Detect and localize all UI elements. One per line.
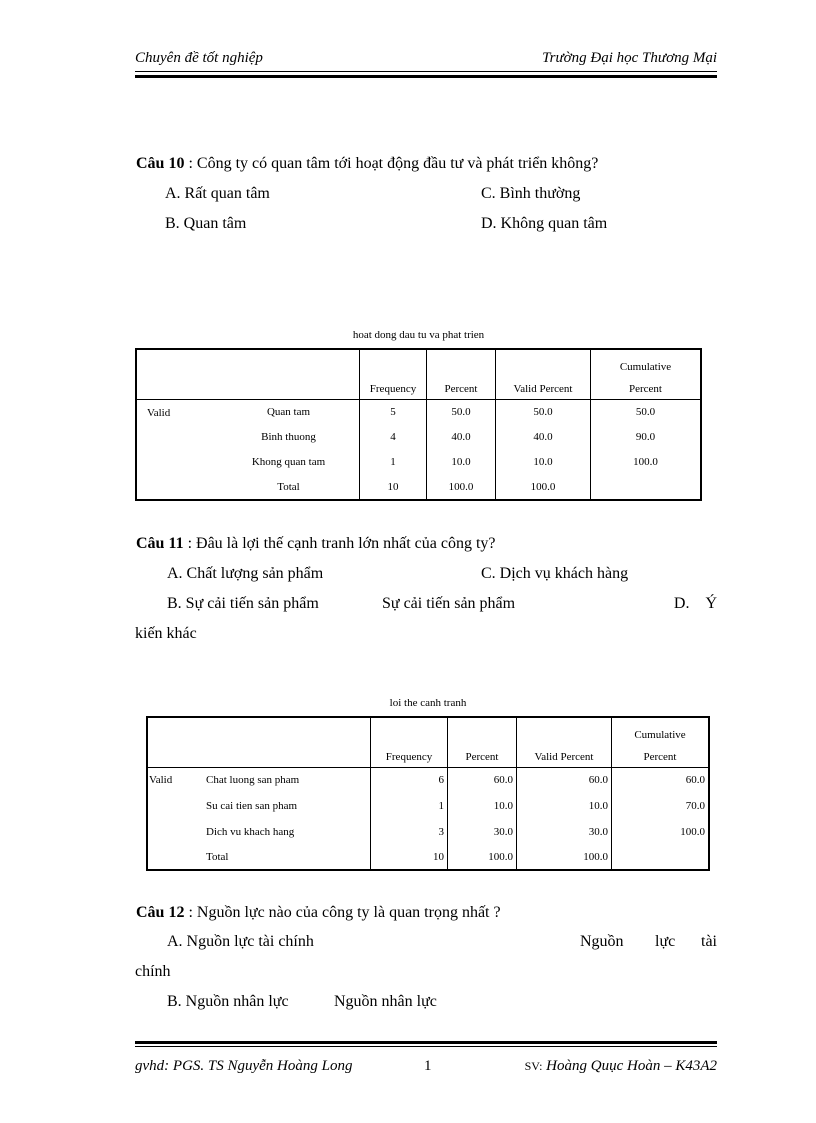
- row-percent: 100.0: [448, 845, 517, 870]
- row-frequency: 1: [360, 449, 427, 474]
- table-1-header-row: [136, 349, 701, 399]
- row-label: Binh thuong: [261, 430, 316, 443]
- row-percent: 40.0: [427, 424, 496, 449]
- footer-advisor: gvhd: PGS. TS Nguyễn Hoàng Long: [135, 1058, 353, 1074]
- q12-option-b-duplicate: Nguồn nhân lực: [334, 993, 437, 1010]
- row-percent: 30.0: [448, 819, 517, 845]
- row-cumulative: 50.0: [591, 399, 702, 424]
- table-row: [136, 449, 701, 474]
- footer-student: [525, 1058, 717, 1075]
- table-1-col-cumulative: Cumulative Percent: [591, 349, 702, 399]
- table-2-valid-label: Valid: [149, 774, 173, 787]
- question-10-label: Câu 10: [136, 155, 185, 172]
- header-right: Trường Đại học Thương Mại: [542, 50, 717, 66]
- row-percent: 10.0: [448, 793, 517, 819]
- question-11-text: : Đâu là lợi thế cạnh tranh lớn nhất của công ty?: [183, 535, 496, 552]
- header-left: Chuyên đề tốt nghiệp: [135, 50, 263, 66]
- table-1-col-percent: Percent: [427, 349, 496, 399]
- table-2-col-valid-percent: Valid Percent: [517, 717, 612, 767]
- q11-option-b-duplicate: Sự cải tiến sản phẩm: [382, 595, 516, 612]
- row-cumulative: 100.0: [591, 449, 702, 474]
- q10-option-c: C. Bình thường: [481, 185, 581, 202]
- header-rule-thick: [135, 75, 717, 78]
- table-row: [136, 424, 701, 449]
- q12-option-a-dup-word-4: chính: [135, 963, 171, 980]
- row-label: Total: [277, 480, 300, 493]
- row-cumulative: 60.0: [612, 767, 710, 793]
- row-label: Khong quan tam: [251, 455, 326, 468]
- q12-option-a: A. Nguồn lực tài chính: [167, 933, 314, 950]
- question-12: [136, 904, 501, 922]
- row-label: Su cai tien san pham: [206, 800, 298, 812]
- q12-option-a-dup-word-2: lực: [655, 933, 676, 950]
- row-percent: 60.0: [448, 767, 517, 793]
- table-row: [147, 819, 709, 845]
- row-frequency: 6: [371, 767, 448, 793]
- q11-option-c: C. Dịch vụ khách hàng: [481, 565, 629, 582]
- question-11: [136, 535, 496, 553]
- table-2-col-cumulative: Cumulative Percent: [612, 717, 710, 767]
- row-frequency: 4: [360, 424, 427, 449]
- q11-option-b: B. Sự cải tiến sản phẩm: [167, 595, 319, 612]
- row-valid-percent: 100.0: [496, 474, 591, 500]
- q11-option-d: D. Ý: [673, 595, 717, 612]
- question-12-label: Câu 12: [136, 904, 185, 921]
- table-2-header-row: [147, 717, 709, 767]
- table-1-title: hoat dong dau tu va phat trien: [352, 329, 485, 341]
- q12-option-b: B. Nguồn nhân lực: [167, 993, 289, 1010]
- table-row: [147, 767, 709, 793]
- footer-student-name: Hoàng Quục Hoàn – K43A2: [542, 1058, 717, 1074]
- row-cumulative: 90.0: [591, 424, 702, 449]
- frequency-table-2: [146, 716, 710, 871]
- table-row: [147, 845, 709, 870]
- row-valid-percent: 30.0: [517, 819, 612, 845]
- table-row: [136, 399, 701, 424]
- question-12-text: : Nguồn lực nào của công ty là quan trọng nhất ?: [184, 904, 501, 921]
- table-2-col-percent: Percent: [448, 717, 517, 767]
- frequency-table-1: [135, 348, 702, 501]
- row-valid-percent: 60.0: [517, 767, 612, 793]
- row-percent: 10.0: [427, 449, 496, 474]
- row-valid-percent: 10.0: [517, 793, 612, 819]
- row-label: Quan tam: [266, 405, 311, 418]
- row-valid-percent: 10.0: [496, 449, 591, 474]
- table-1-col-valid-percent: Valid Percent: [496, 349, 591, 399]
- table-2-col-frequency: Frequency: [371, 717, 448, 767]
- row-frequency: 10: [360, 474, 427, 500]
- row-valid-percent: 50.0: [496, 399, 591, 424]
- q10-option-b: B. Quan tâm: [165, 215, 247, 232]
- table-1-col-frequency: Frequency: [360, 349, 427, 399]
- row-frequency: 10: [371, 845, 448, 870]
- footer-rule-thick: [135, 1041, 717, 1044]
- table-2-title: loi the canh tranh: [389, 697, 467, 709]
- q12-option-a-dup-word-3: tài: [701, 933, 717, 950]
- row-frequency: 1: [371, 793, 448, 819]
- row-valid-percent: 40.0: [496, 424, 591, 449]
- row-valid-percent: 100.0: [517, 845, 612, 870]
- q11-option-d-continued: kiến khác: [135, 625, 197, 642]
- table-1-valid-label: Valid: [147, 407, 171, 420]
- row-label: Total: [206, 851, 229, 863]
- header-rule-thin: [135, 71, 717, 72]
- page-number: 1: [424, 1058, 432, 1074]
- row-cumulative: [612, 845, 710, 870]
- row-frequency: 5: [360, 399, 427, 424]
- row-cumulative: 70.0: [612, 793, 710, 819]
- q10-option-a: A. Rất quan tâm: [165, 185, 270, 202]
- row-label: Chat luong san pham: [206, 774, 300, 787]
- row-frequency: 3: [371, 819, 448, 845]
- footer-student-prefix: SV:: [524, 1059, 543, 1073]
- q12-option-a-dup-word-1: Nguồn: [580, 933, 624, 950]
- q11-option-a: A. Chất lượng sản phẩm: [167, 565, 324, 582]
- row-cumulative: 100.0: [612, 819, 710, 845]
- table-row: [147, 793, 709, 819]
- row-percent: 50.0: [427, 399, 496, 424]
- question-11-label: Câu 11: [136, 535, 184, 552]
- footer-rule-thin: [135, 1046, 717, 1047]
- table-row: [136, 474, 701, 500]
- row-label: Dich vu khach hang: [206, 826, 295, 838]
- question-10-text: : Công ty có quan tâm tới hoạt động đầu tư và phát triển không?: [184, 155, 599, 172]
- row-cumulative: [591, 474, 702, 500]
- row-percent: 100.0: [427, 474, 496, 500]
- q10-option-d: D. Không quan tâm: [481, 215, 608, 232]
- question-10: [136, 155, 598, 173]
